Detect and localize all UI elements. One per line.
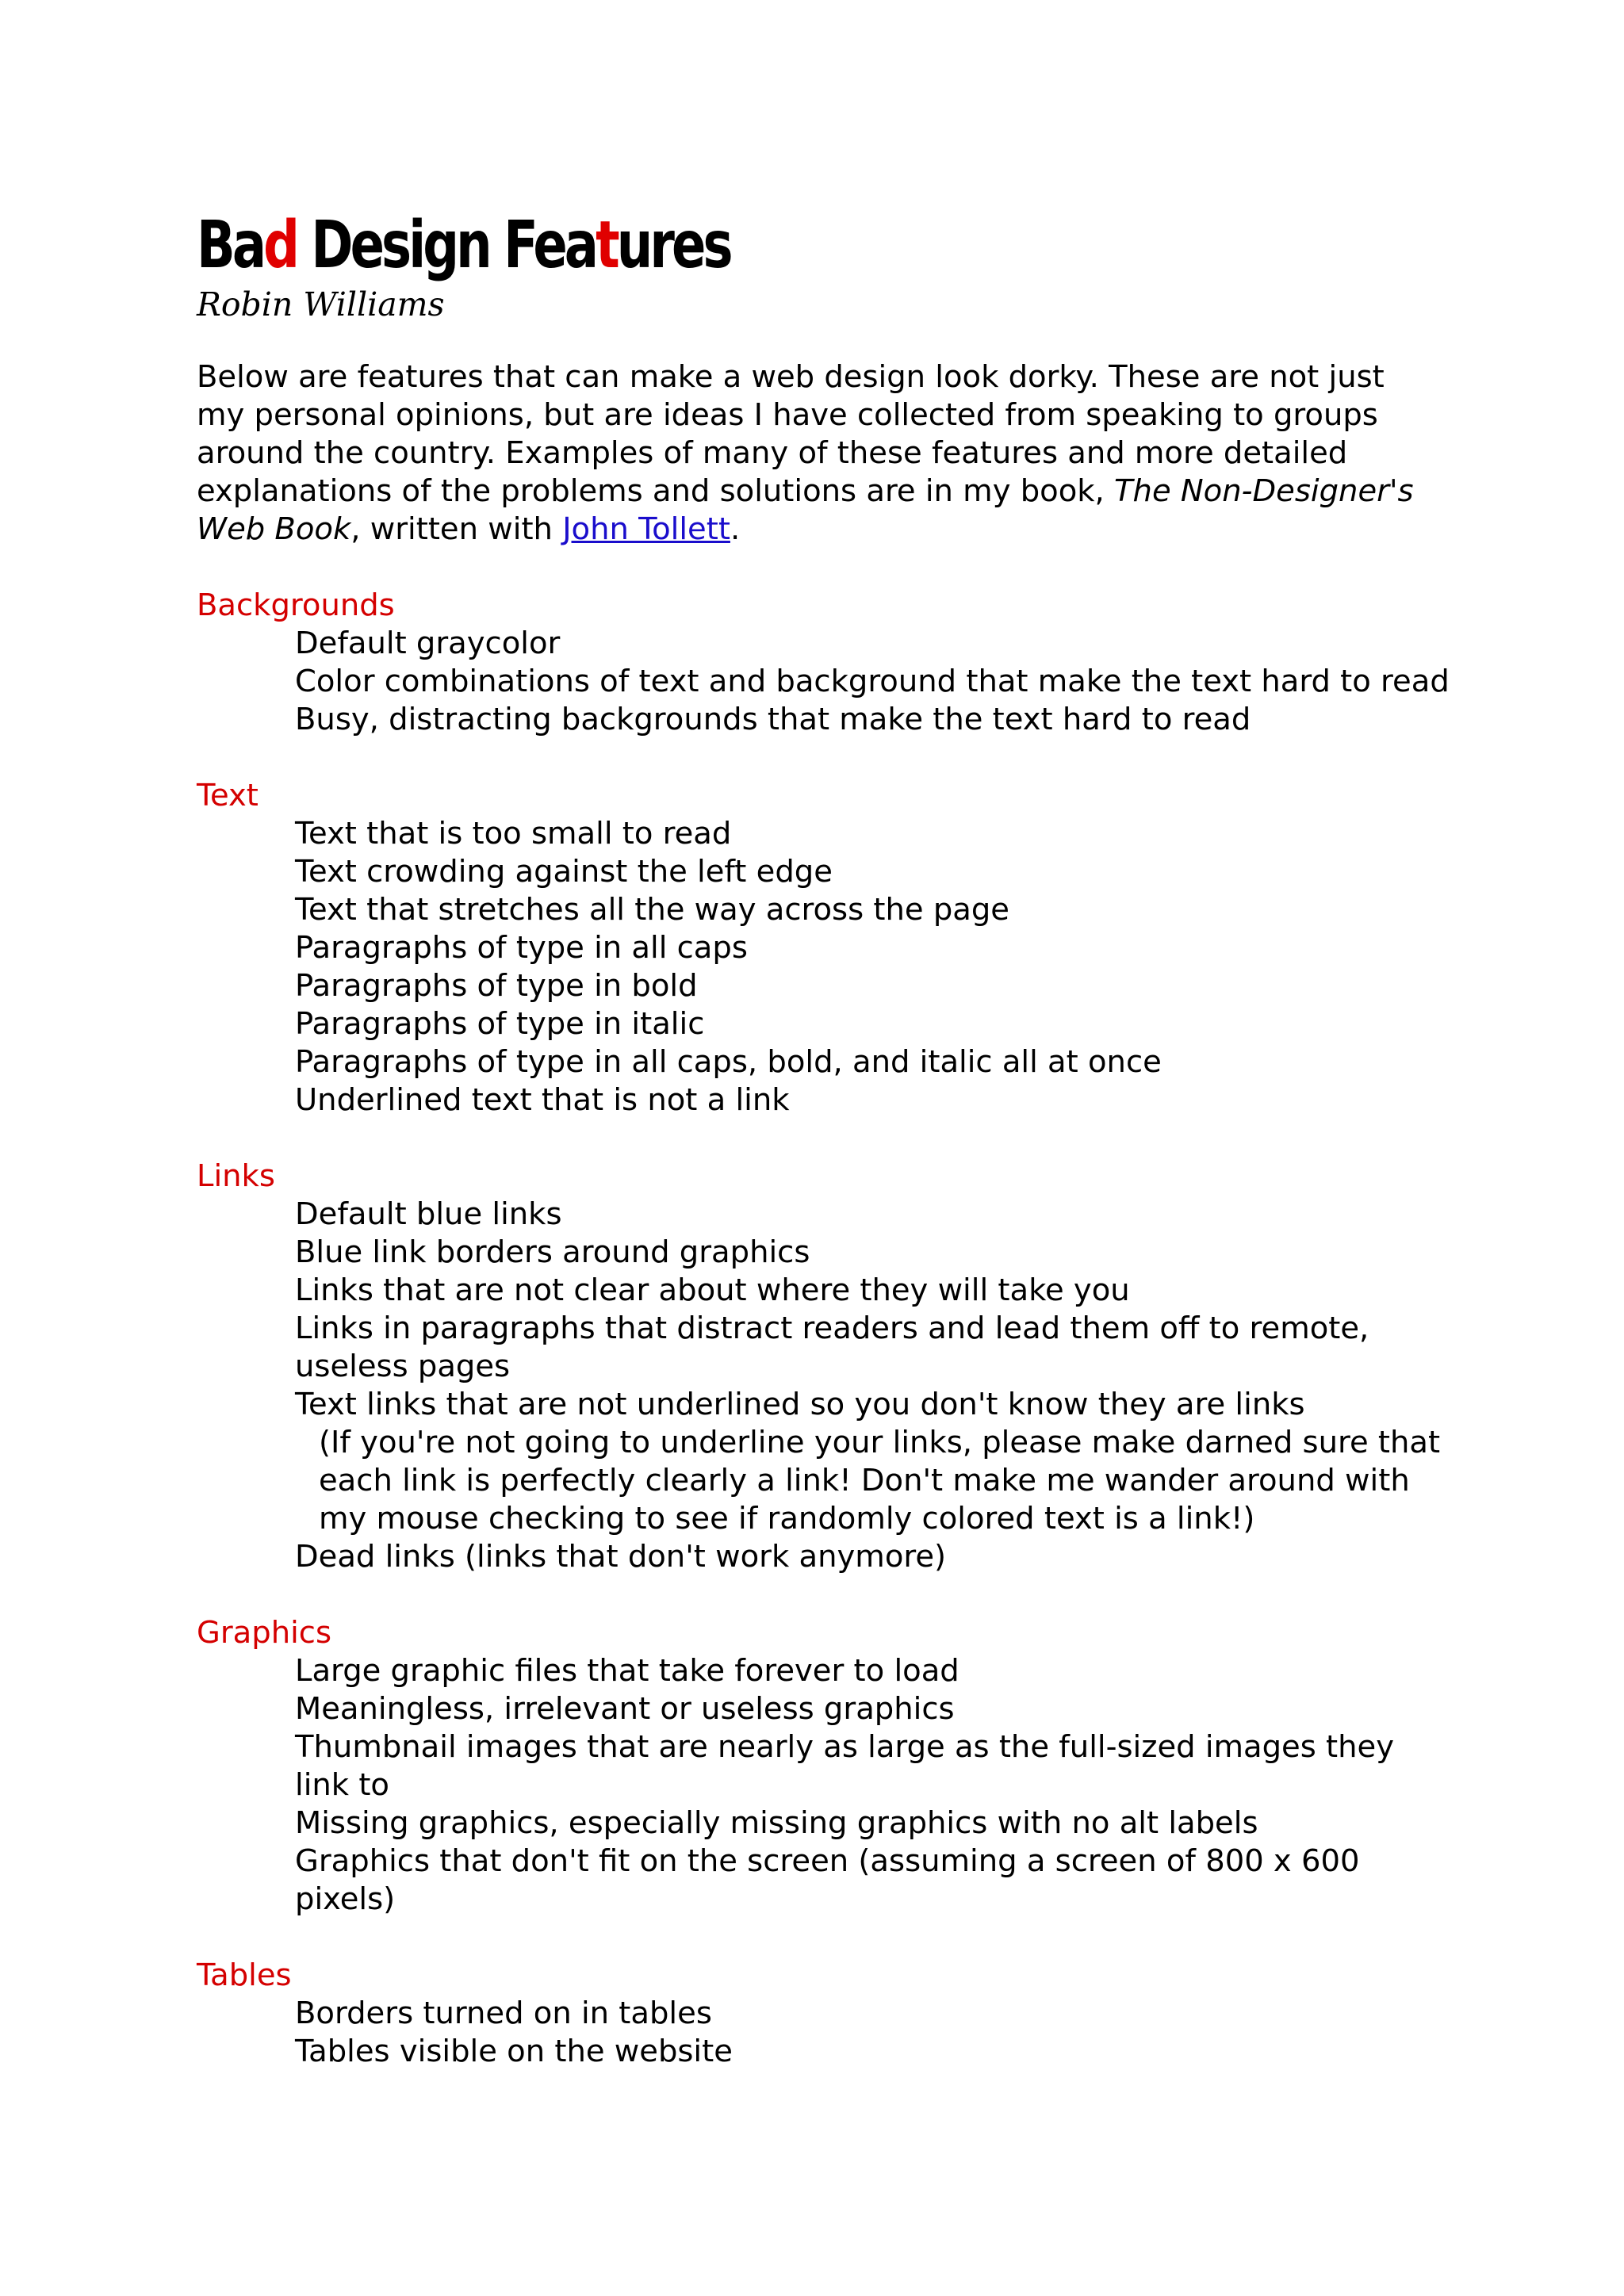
list-item: Links in paragraphs that distract readers and lead them off to remote, useless pages (295, 1311, 1369, 1384)
section-heading: Backgrounds (197, 587, 395, 623)
list-item: Borders turned on in tables (295, 1996, 712, 2031)
list-item: Paragraphs of type in bold (295, 968, 698, 1004)
item-list (197, 1652, 1450, 1919)
section-heading: Graphics (197, 1615, 332, 1651)
list-item: Busy, distracting backgrounds that make the text hard to read (295, 702, 1251, 737)
intro-text: . (730, 511, 741, 547)
author-byline: Robin Williams (197, 285, 445, 323)
list-item: Underlined text that is not a link (295, 1082, 790, 1118)
list-item: Missing graphics, especially missing graphics with no alt labels (295, 1805, 1258, 1841)
section-heading: Tables (197, 1957, 292, 1993)
list-item: Tables visible on the website (295, 2034, 733, 2069)
section-heading: Links (197, 1158, 275, 1194)
page-title (197, 208, 1174, 284)
section-tables (197, 1957, 1450, 2071)
list-item: Thumbnail images that are nearly as large as the full-sized images they link to (295, 1729, 1394, 1803)
item-list (197, 1995, 1450, 2071)
section-backgrounds (197, 587, 1450, 739)
list-item: Blue link borders around graphics (295, 1234, 810, 1270)
title-part-highlight: d (263, 208, 297, 283)
list-item: Links that are not clear about where they will take you (295, 1272, 1130, 1308)
list-item: Paragraphs of type in all caps, bold, and italic all at once (295, 1044, 1162, 1080)
list-item: Text that is too small to read (295, 816, 732, 851)
section-text (197, 777, 1450, 1119)
item-list (197, 815, 1450, 1119)
item-list (197, 625, 1450, 739)
section-links (197, 1158, 1450, 1576)
list-item: Default graycolor (295, 626, 561, 661)
list-item: Dead links (links that don't work anymore) (295, 1539, 947, 1575)
section-heading: Text (197, 778, 259, 813)
title-part: Ba (197, 208, 264, 283)
title-part: ures (616, 208, 730, 283)
book-title: The Non-Designer's Web Book (197, 473, 1414, 547)
item-list (197, 1196, 1450, 1576)
list-item-note: (If you're not going to underline your links, please make darned sure that each link is perfectly clearly a link! Don't make me wander around with my mouse checking to see if randomly colored text is a link!) (319, 1425, 1441, 1536)
document-page (197, 208, 1450, 2071)
intro-paragraph (197, 358, 1434, 549)
list-item: Paragraphs of type in italic (295, 1006, 705, 1042)
section-graphics (197, 1614, 1450, 1919)
list-item: Text crowding against the left edge (295, 854, 833, 890)
list-item-text: Text links that are not underlined so you don't know they are links (295, 1387, 1305, 1422)
list-item: Text that stretches all the way across the page (295, 892, 1009, 928)
john-tollett-link[interactable]: John Tollett (562, 511, 730, 547)
title-part-highlight: t (596, 208, 617, 283)
list-item: Color combinations of text and background that make the text hard to read (295, 664, 1450, 699)
intro-text: Below are features that can make a web design look dorky. These are not just my personal opinions, but are ideas I have collected from speaking to groups around the country. Examples of many of these features and more detailed explanations of the problems and solutions are in my book, (197, 359, 1385, 509)
list-item: Meaningless, irrelevant or useless graphics (295, 1691, 955, 1727)
intro-text: , written with (350, 511, 563, 547)
list-item: Default blue links (295, 1196, 562, 1232)
title-part: Design Fea (297, 208, 596, 283)
list-item: Paragraphs of type in all caps (295, 930, 748, 966)
list-item: Large graphic files that take forever to load (295, 1653, 959, 1689)
list-item: Graphics that don't fit on the screen (assuming a screen of 800 x 600 pixels) (295, 1843, 1360, 1917)
list-item (295, 1386, 1450, 1538)
